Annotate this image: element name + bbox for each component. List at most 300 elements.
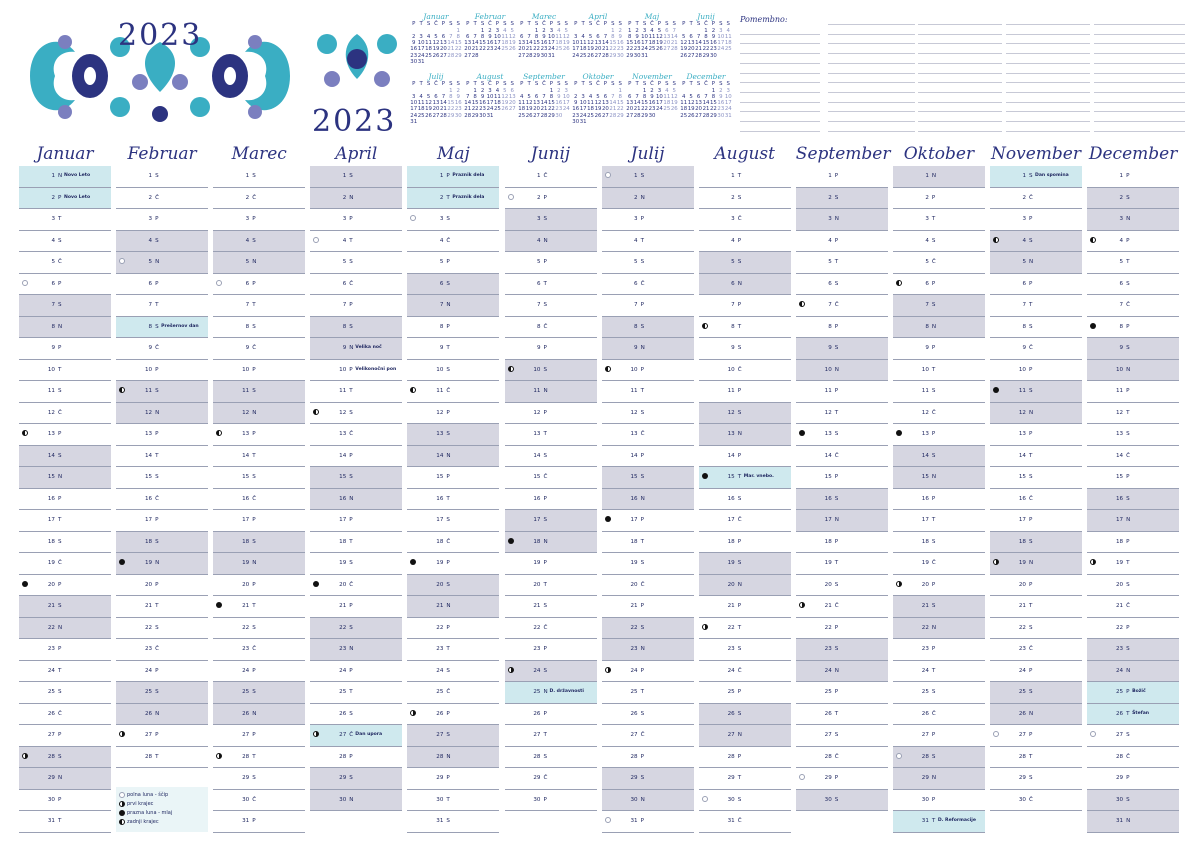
day-row[interactable] <box>893 317 985 339</box>
day-row[interactable] <box>407 682 499 704</box>
notes-line[interactable] <box>740 43 820 44</box>
day-row[interactable] <box>19 639 111 661</box>
day-row[interactable] <box>407 510 499 532</box>
notes-line[interactable] <box>918 102 1002 103</box>
day-row[interactable] <box>602 209 694 231</box>
day-row[interactable] <box>699 231 791 253</box>
day-row[interactable] <box>990 424 1082 446</box>
day-row[interactable] <box>116 295 208 317</box>
day-row[interactable] <box>893 682 985 704</box>
day-row[interactable] <box>310 553 402 575</box>
day-row[interactable] <box>1087 639 1179 661</box>
day-row[interactable] <box>407 166 499 188</box>
day-row[interactable] <box>699 768 791 790</box>
day-row[interactable] <box>699 446 791 468</box>
notes-line[interactable] <box>1094 43 1185 44</box>
day-row[interactable] <box>990 575 1082 597</box>
day-row[interactable] <box>407 252 499 274</box>
day-row[interactable] <box>213 811 305 833</box>
day-row[interactable] <box>602 510 694 532</box>
day-row[interactable] <box>116 317 208 339</box>
day-row[interactable] <box>116 274 208 296</box>
day-row[interactable] <box>19 618 111 640</box>
day-row[interactable] <box>116 532 208 554</box>
day-row[interactable] <box>893 510 985 532</box>
notes-line[interactable] <box>740 63 820 64</box>
day-row[interactable] <box>19 661 111 683</box>
day-row[interactable] <box>310 790 402 812</box>
day-row[interactable] <box>699 424 791 446</box>
day-row[interactable] <box>990 403 1082 425</box>
day-row[interactable] <box>19 403 111 425</box>
day-row[interactable] <box>310 360 402 382</box>
day-row[interactable] <box>213 618 305 640</box>
day-row[interactable] <box>796 596 888 618</box>
day-row[interactable] <box>213 274 305 296</box>
day-row[interactable] <box>505 252 597 274</box>
day-row[interactable] <box>505 575 597 597</box>
notes-line[interactable] <box>1094 73 1185 74</box>
day-row[interactable] <box>1087 252 1179 274</box>
day-row[interactable] <box>1087 682 1179 704</box>
day-row[interactable] <box>796 188 888 210</box>
day-row[interactable] <box>893 274 985 296</box>
day-row[interactable] <box>699 575 791 597</box>
day-row[interactable] <box>990 381 1082 403</box>
day-row[interactable] <box>602 338 694 360</box>
notes-line[interactable] <box>1094 92 1185 93</box>
day-row[interactable] <box>310 768 402 790</box>
day-row[interactable] <box>893 768 985 790</box>
day-row[interactable] <box>505 295 597 317</box>
notes-line[interactable] <box>828 73 915 74</box>
day-row[interactable] <box>796 618 888 640</box>
day-row[interactable] <box>19 446 111 468</box>
day-row[interactable] <box>893 747 985 769</box>
day-row[interactable] <box>310 274 402 296</box>
day-row[interactable] <box>990 510 1082 532</box>
notes-line[interactable] <box>828 121 915 122</box>
day-row[interactable] <box>796 231 888 253</box>
day-row[interactable] <box>116 725 208 747</box>
day-row[interactable] <box>796 489 888 511</box>
day-row[interactable] <box>602 467 694 489</box>
notes-line[interactable] <box>918 34 1002 35</box>
day-row[interactable] <box>699 188 791 210</box>
day-row[interactable] <box>1087 403 1179 425</box>
day-row[interactable] <box>407 231 499 253</box>
day-row[interactable] <box>116 188 208 210</box>
notes-line[interactable] <box>918 121 1002 122</box>
day-row[interactable] <box>19 166 111 188</box>
notes-line[interactable] <box>1006 121 1090 122</box>
day-row[interactable] <box>116 618 208 640</box>
day-row[interactable] <box>699 596 791 618</box>
day-row[interactable] <box>213 252 305 274</box>
notes-line[interactable] <box>1006 43 1090 44</box>
notes-line[interactable] <box>918 53 1002 54</box>
day-row[interactable] <box>19 317 111 339</box>
notes-line[interactable] <box>918 63 1002 64</box>
day-row[interactable] <box>1087 704 1179 726</box>
day-row[interactable] <box>893 295 985 317</box>
notes-line[interactable] <box>1006 131 1090 132</box>
notes-line[interactable] <box>1094 53 1185 54</box>
day-row[interactable] <box>699 209 791 231</box>
day-row[interactable] <box>213 231 305 253</box>
day-row[interactable] <box>893 209 985 231</box>
day-row[interactable] <box>19 231 111 253</box>
day-row[interactable] <box>990 252 1082 274</box>
day-row[interactable] <box>116 338 208 360</box>
day-row[interactable] <box>310 231 402 253</box>
day-row[interactable] <box>893 252 985 274</box>
day-row[interactable] <box>699 532 791 554</box>
day-row[interactable] <box>407 532 499 554</box>
day-row[interactable] <box>505 317 597 339</box>
notes-line[interactable] <box>828 53 915 54</box>
notes-line[interactable] <box>1094 24 1185 25</box>
day-row[interactable] <box>990 747 1082 769</box>
day-row[interactable] <box>602 489 694 511</box>
day-row[interactable] <box>213 510 305 532</box>
day-row[interactable] <box>19 252 111 274</box>
day-row[interactable] <box>116 381 208 403</box>
day-row[interactable] <box>602 596 694 618</box>
day-row[interactable] <box>310 188 402 210</box>
notes-line[interactable] <box>918 73 1002 74</box>
day-row[interactable] <box>893 381 985 403</box>
day-row[interactable] <box>699 639 791 661</box>
day-row[interactable] <box>116 510 208 532</box>
day-row[interactable] <box>699 467 791 489</box>
day-row[interactable] <box>602 661 694 683</box>
day-row[interactable] <box>893 338 985 360</box>
day-row[interactable] <box>407 338 499 360</box>
day-row[interactable] <box>213 467 305 489</box>
day-row[interactable] <box>602 446 694 468</box>
day-row[interactable] <box>213 188 305 210</box>
day-row[interactable] <box>990 639 1082 661</box>
day-row[interactable] <box>796 661 888 683</box>
day-row[interactable] <box>19 209 111 231</box>
day-row[interactable] <box>19 553 111 575</box>
day-row[interactable] <box>990 446 1082 468</box>
day-row[interactable] <box>602 639 694 661</box>
day-row[interactable] <box>505 639 597 661</box>
day-row[interactable] <box>116 166 208 188</box>
day-row[interactable] <box>213 661 305 683</box>
day-row[interactable] <box>1087 467 1179 489</box>
day-row[interactable] <box>699 403 791 425</box>
day-row[interactable] <box>990 596 1082 618</box>
day-row[interactable] <box>796 274 888 296</box>
day-row[interactable] <box>1087 338 1179 360</box>
day-row[interactable] <box>505 553 597 575</box>
notes-line[interactable] <box>828 131 915 132</box>
day-row[interactable] <box>893 596 985 618</box>
day-row[interactable] <box>310 467 402 489</box>
day-row[interactable] <box>796 338 888 360</box>
day-row[interactable] <box>699 338 791 360</box>
day-row[interactable] <box>407 489 499 511</box>
day-row[interactable] <box>1087 295 1179 317</box>
day-row[interactable] <box>602 725 694 747</box>
day-row[interactable] <box>602 424 694 446</box>
day-row[interactable] <box>893 532 985 554</box>
day-row[interactable] <box>116 231 208 253</box>
day-row[interactable] <box>990 489 1082 511</box>
day-row[interactable] <box>796 575 888 597</box>
day-row[interactable] <box>116 489 208 511</box>
day-row[interactable] <box>310 704 402 726</box>
day-row[interactable] <box>699 704 791 726</box>
day-row[interactable] <box>19 704 111 726</box>
notes-line[interactable] <box>1006 73 1090 74</box>
day-row[interactable] <box>1087 166 1179 188</box>
day-row[interactable] <box>213 725 305 747</box>
day-row[interactable] <box>310 295 402 317</box>
day-row[interactable] <box>602 317 694 339</box>
day-row[interactable] <box>310 317 402 339</box>
day-row[interactable] <box>1087 274 1179 296</box>
notes-line[interactable] <box>1094 102 1185 103</box>
day-row[interactable] <box>699 360 791 382</box>
day-row[interactable] <box>602 553 694 575</box>
day-row[interactable] <box>116 467 208 489</box>
day-row[interactable] <box>310 596 402 618</box>
day-row[interactable] <box>699 381 791 403</box>
day-row[interactable] <box>990 209 1082 231</box>
day-row[interactable] <box>19 790 111 812</box>
day-row[interactable] <box>505 274 597 296</box>
notes-line[interactable] <box>828 102 915 103</box>
day-row[interactable] <box>116 639 208 661</box>
day-row[interactable] <box>505 231 597 253</box>
day-row[interactable] <box>990 467 1082 489</box>
day-row[interactable] <box>893 725 985 747</box>
day-row[interactable] <box>990 704 1082 726</box>
day-row[interactable] <box>796 360 888 382</box>
day-row[interactable] <box>1087 811 1179 833</box>
day-row[interactable] <box>796 747 888 769</box>
day-row[interactable] <box>796 790 888 812</box>
day-row[interactable] <box>407 274 499 296</box>
notes-line[interactable] <box>740 121 820 122</box>
day-row[interactable] <box>116 575 208 597</box>
day-row[interactable] <box>407 381 499 403</box>
day-row[interactable] <box>407 360 499 382</box>
day-row[interactable] <box>602 231 694 253</box>
day-row[interactable] <box>893 639 985 661</box>
day-row[interactable] <box>602 295 694 317</box>
day-row[interactable] <box>1087 618 1179 640</box>
day-row[interactable] <box>990 725 1082 747</box>
day-row[interactable] <box>1087 209 1179 231</box>
day-row[interactable] <box>213 381 305 403</box>
day-row[interactable] <box>505 467 597 489</box>
day-row[interactable] <box>699 489 791 511</box>
day-row[interactable] <box>407 747 499 769</box>
day-row[interactable] <box>990 338 1082 360</box>
day-row[interactable] <box>505 596 597 618</box>
day-row[interactable] <box>602 274 694 296</box>
day-row[interactable] <box>602 532 694 554</box>
day-row[interactable] <box>116 682 208 704</box>
day-row[interactable] <box>699 661 791 683</box>
day-row[interactable] <box>796 252 888 274</box>
notes-line[interactable] <box>740 131 820 132</box>
day-row[interactable] <box>116 446 208 468</box>
notes-line[interactable] <box>828 92 915 93</box>
day-row[interactable] <box>505 682 597 704</box>
day-row[interactable] <box>699 510 791 532</box>
notes-line[interactable] <box>740 34 820 35</box>
notes-line[interactable] <box>740 82 820 83</box>
day-row[interactable] <box>116 360 208 382</box>
day-row[interactable] <box>602 252 694 274</box>
day-row[interactable] <box>19 811 111 833</box>
day-row[interactable] <box>19 596 111 618</box>
day-row[interactable] <box>505 166 597 188</box>
day-row[interactable] <box>990 618 1082 640</box>
day-row[interactable] <box>407 209 499 231</box>
day-row[interactable] <box>990 274 1082 296</box>
notes-line[interactable] <box>918 92 1002 93</box>
day-row[interactable] <box>310 381 402 403</box>
day-row[interactable] <box>990 188 1082 210</box>
day-row[interactable] <box>796 553 888 575</box>
day-row[interactable] <box>505 725 597 747</box>
day-row[interactable] <box>602 811 694 833</box>
day-row[interactable] <box>602 403 694 425</box>
notes-line[interactable] <box>828 63 915 64</box>
day-row[interactable] <box>796 682 888 704</box>
day-row[interactable] <box>893 231 985 253</box>
day-row[interactable] <box>19 510 111 532</box>
day-row[interactable] <box>505 446 597 468</box>
day-row[interactable] <box>602 188 694 210</box>
day-row[interactable] <box>893 446 985 468</box>
day-row[interactable] <box>505 188 597 210</box>
day-row[interactable] <box>990 317 1082 339</box>
notes-line[interactable] <box>740 53 820 54</box>
day-row[interactable] <box>19 274 111 296</box>
day-row[interactable] <box>310 446 402 468</box>
day-row[interactable] <box>19 188 111 210</box>
day-row[interactable] <box>602 618 694 640</box>
day-row[interactable] <box>310 166 402 188</box>
day-row[interactable] <box>213 489 305 511</box>
notes-line[interactable] <box>828 111 915 112</box>
day-row[interactable] <box>407 446 499 468</box>
notes-line[interactable] <box>1006 82 1090 83</box>
day-row[interactable] <box>407 553 499 575</box>
day-row[interactable] <box>893 166 985 188</box>
notes-line[interactable] <box>918 131 1002 132</box>
day-row[interactable] <box>990 790 1082 812</box>
day-row[interactable] <box>1087 790 1179 812</box>
day-row[interactable] <box>893 489 985 511</box>
notes-line[interactable] <box>1006 34 1090 35</box>
day-row[interactable] <box>699 790 791 812</box>
day-row[interactable] <box>213 532 305 554</box>
notes-line[interactable] <box>1094 121 1185 122</box>
day-row[interactable] <box>213 317 305 339</box>
day-row[interactable] <box>602 747 694 769</box>
day-row[interactable] <box>893 811 985 833</box>
day-row[interactable] <box>19 360 111 382</box>
day-row[interactable] <box>407 188 499 210</box>
day-row[interactable] <box>310 575 402 597</box>
day-row[interactable] <box>796 725 888 747</box>
day-row[interactable] <box>505 403 597 425</box>
day-row[interactable] <box>407 317 499 339</box>
day-row[interactable] <box>213 553 305 575</box>
day-row[interactable] <box>1087 725 1179 747</box>
day-row[interactable] <box>990 661 1082 683</box>
day-row[interactable] <box>505 360 597 382</box>
day-row[interactable] <box>213 403 305 425</box>
day-row[interactable] <box>505 747 597 769</box>
day-row[interactable] <box>1087 381 1179 403</box>
day-row[interactable] <box>116 596 208 618</box>
day-row[interactable] <box>602 704 694 726</box>
day-row[interactable] <box>505 768 597 790</box>
day-row[interactable] <box>213 768 305 790</box>
day-row[interactable] <box>310 618 402 640</box>
day-row[interactable] <box>310 747 402 769</box>
day-row[interactable] <box>116 661 208 683</box>
day-row[interactable] <box>213 446 305 468</box>
day-row[interactable] <box>1087 510 1179 532</box>
day-row[interactable] <box>796 510 888 532</box>
day-row[interactable] <box>1087 596 1179 618</box>
day-row[interactable] <box>310 252 402 274</box>
day-row[interactable] <box>505 790 597 812</box>
day-row[interactable] <box>407 618 499 640</box>
day-row[interactable] <box>213 338 305 360</box>
notes-line[interactable] <box>828 34 915 35</box>
day-row[interactable] <box>116 704 208 726</box>
day-row[interactable] <box>213 747 305 769</box>
day-row[interactable] <box>19 575 111 597</box>
day-row[interactable] <box>19 489 111 511</box>
notes-line[interactable] <box>918 111 1002 112</box>
day-row[interactable] <box>19 295 111 317</box>
day-row[interactable] <box>602 682 694 704</box>
day-row[interactable] <box>505 704 597 726</box>
day-row[interactable] <box>407 596 499 618</box>
day-row[interactable] <box>505 618 597 640</box>
day-row[interactable] <box>213 596 305 618</box>
day-row[interactable] <box>796 424 888 446</box>
day-row[interactable] <box>505 338 597 360</box>
notes-line[interactable] <box>828 82 915 83</box>
day-row[interactable] <box>213 704 305 726</box>
day-row[interactable] <box>116 252 208 274</box>
day-row[interactable] <box>407 811 499 833</box>
day-row[interactable] <box>893 553 985 575</box>
day-row[interactable] <box>1087 446 1179 468</box>
day-row[interactable] <box>116 209 208 231</box>
day-row[interactable] <box>990 231 1082 253</box>
day-row[interactable] <box>602 360 694 382</box>
day-row[interactable] <box>699 166 791 188</box>
day-row[interactable] <box>213 790 305 812</box>
day-row[interactable] <box>602 768 694 790</box>
notes-line[interactable] <box>1094 111 1185 112</box>
